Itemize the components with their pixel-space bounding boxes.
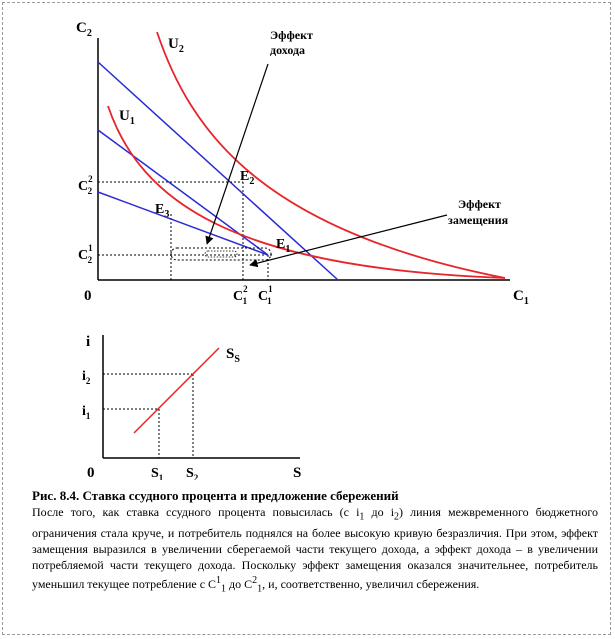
origin-label-bottom: 0 bbox=[87, 465, 95, 480]
y-axis-label: $C_2$ bbox=[76, 20, 92, 39]
x-tick-c12: $C^2$ 1 bbox=[233, 284, 248, 306]
caption-title: Рис. 8.4. Ставка ссудного процента и предложение сбережений bbox=[32, 488, 399, 503]
x-axis-label-s: S bbox=[293, 465, 302, 480]
y-tick-i1: $i_1$ bbox=[82, 404, 91, 421]
savings-supply-line bbox=[134, 348, 219, 433]
annotation-income-effect-line1: Эффект bbox=[270, 28, 313, 42]
point-label-e3: $E_3$ bbox=[155, 202, 170, 220]
annotation-substitution-effect-line2: замещения bbox=[448, 213, 509, 227]
figure-caption bbox=[32, 488, 598, 598]
bottom-chart bbox=[82, 334, 301, 480]
annotation-substitution-effect-line1: Эффект bbox=[458, 197, 501, 211]
curve-label-u2: $U_2$ bbox=[168, 36, 184, 55]
x-tick-c11: $C^1$ 1 bbox=[258, 284, 273, 306]
y-axis-label-i: i bbox=[86, 334, 91, 350]
x-tick-s1: $S_1$ bbox=[151, 466, 164, 480]
curve-label-u1: $U_1$ bbox=[119, 108, 135, 127]
caption-body: После того, как ставка ссудного процента повысилась (с $i_1$ до $i_2$) линия межвременного бюджетного ограничения стала круче, и потребитель поднялся на более высокую кривую безразличия. При этом, эффект замещения выразился в увеличении сберегаемой части текущего дохода, а эффект дохода – в увеличении потребляемой части текущего дохода. Поскольку эффект замещения оказался значительнее, потребитель уменьшил текущее потребление с $C^1_1$ до $C^2_1$, и, соответственно, увеличил сбережения. bbox=[32, 505, 598, 595]
origin-label: 0 bbox=[84, 288, 92, 304]
y-tick-c21: $C^1$ 2 bbox=[78, 243, 93, 265]
budget-line-steep bbox=[98, 62, 338, 280]
income-effect-arrow bbox=[207, 64, 268, 244]
supply-label-ss: $S_S$ bbox=[226, 346, 240, 365]
x-axis-label: $C_1$ bbox=[513, 288, 529, 307]
point-label-e1: $E_1$ bbox=[276, 237, 291, 255]
indifference-curve-u2 bbox=[157, 32, 505, 278]
top-chart bbox=[76, 20, 529, 307]
annotation-income-effect-line2: дохода bbox=[270, 43, 306, 57]
effect-highlight-inner bbox=[205, 251, 237, 257]
y-tick-i2: $i_2$ bbox=[82, 369, 91, 386]
y-tick-c22: $C^2$ 2 bbox=[78, 174, 93, 196]
point-label-e2: $E_2$ bbox=[240, 169, 255, 187]
x-tick-s2: $S_2$ bbox=[186, 466, 199, 480]
